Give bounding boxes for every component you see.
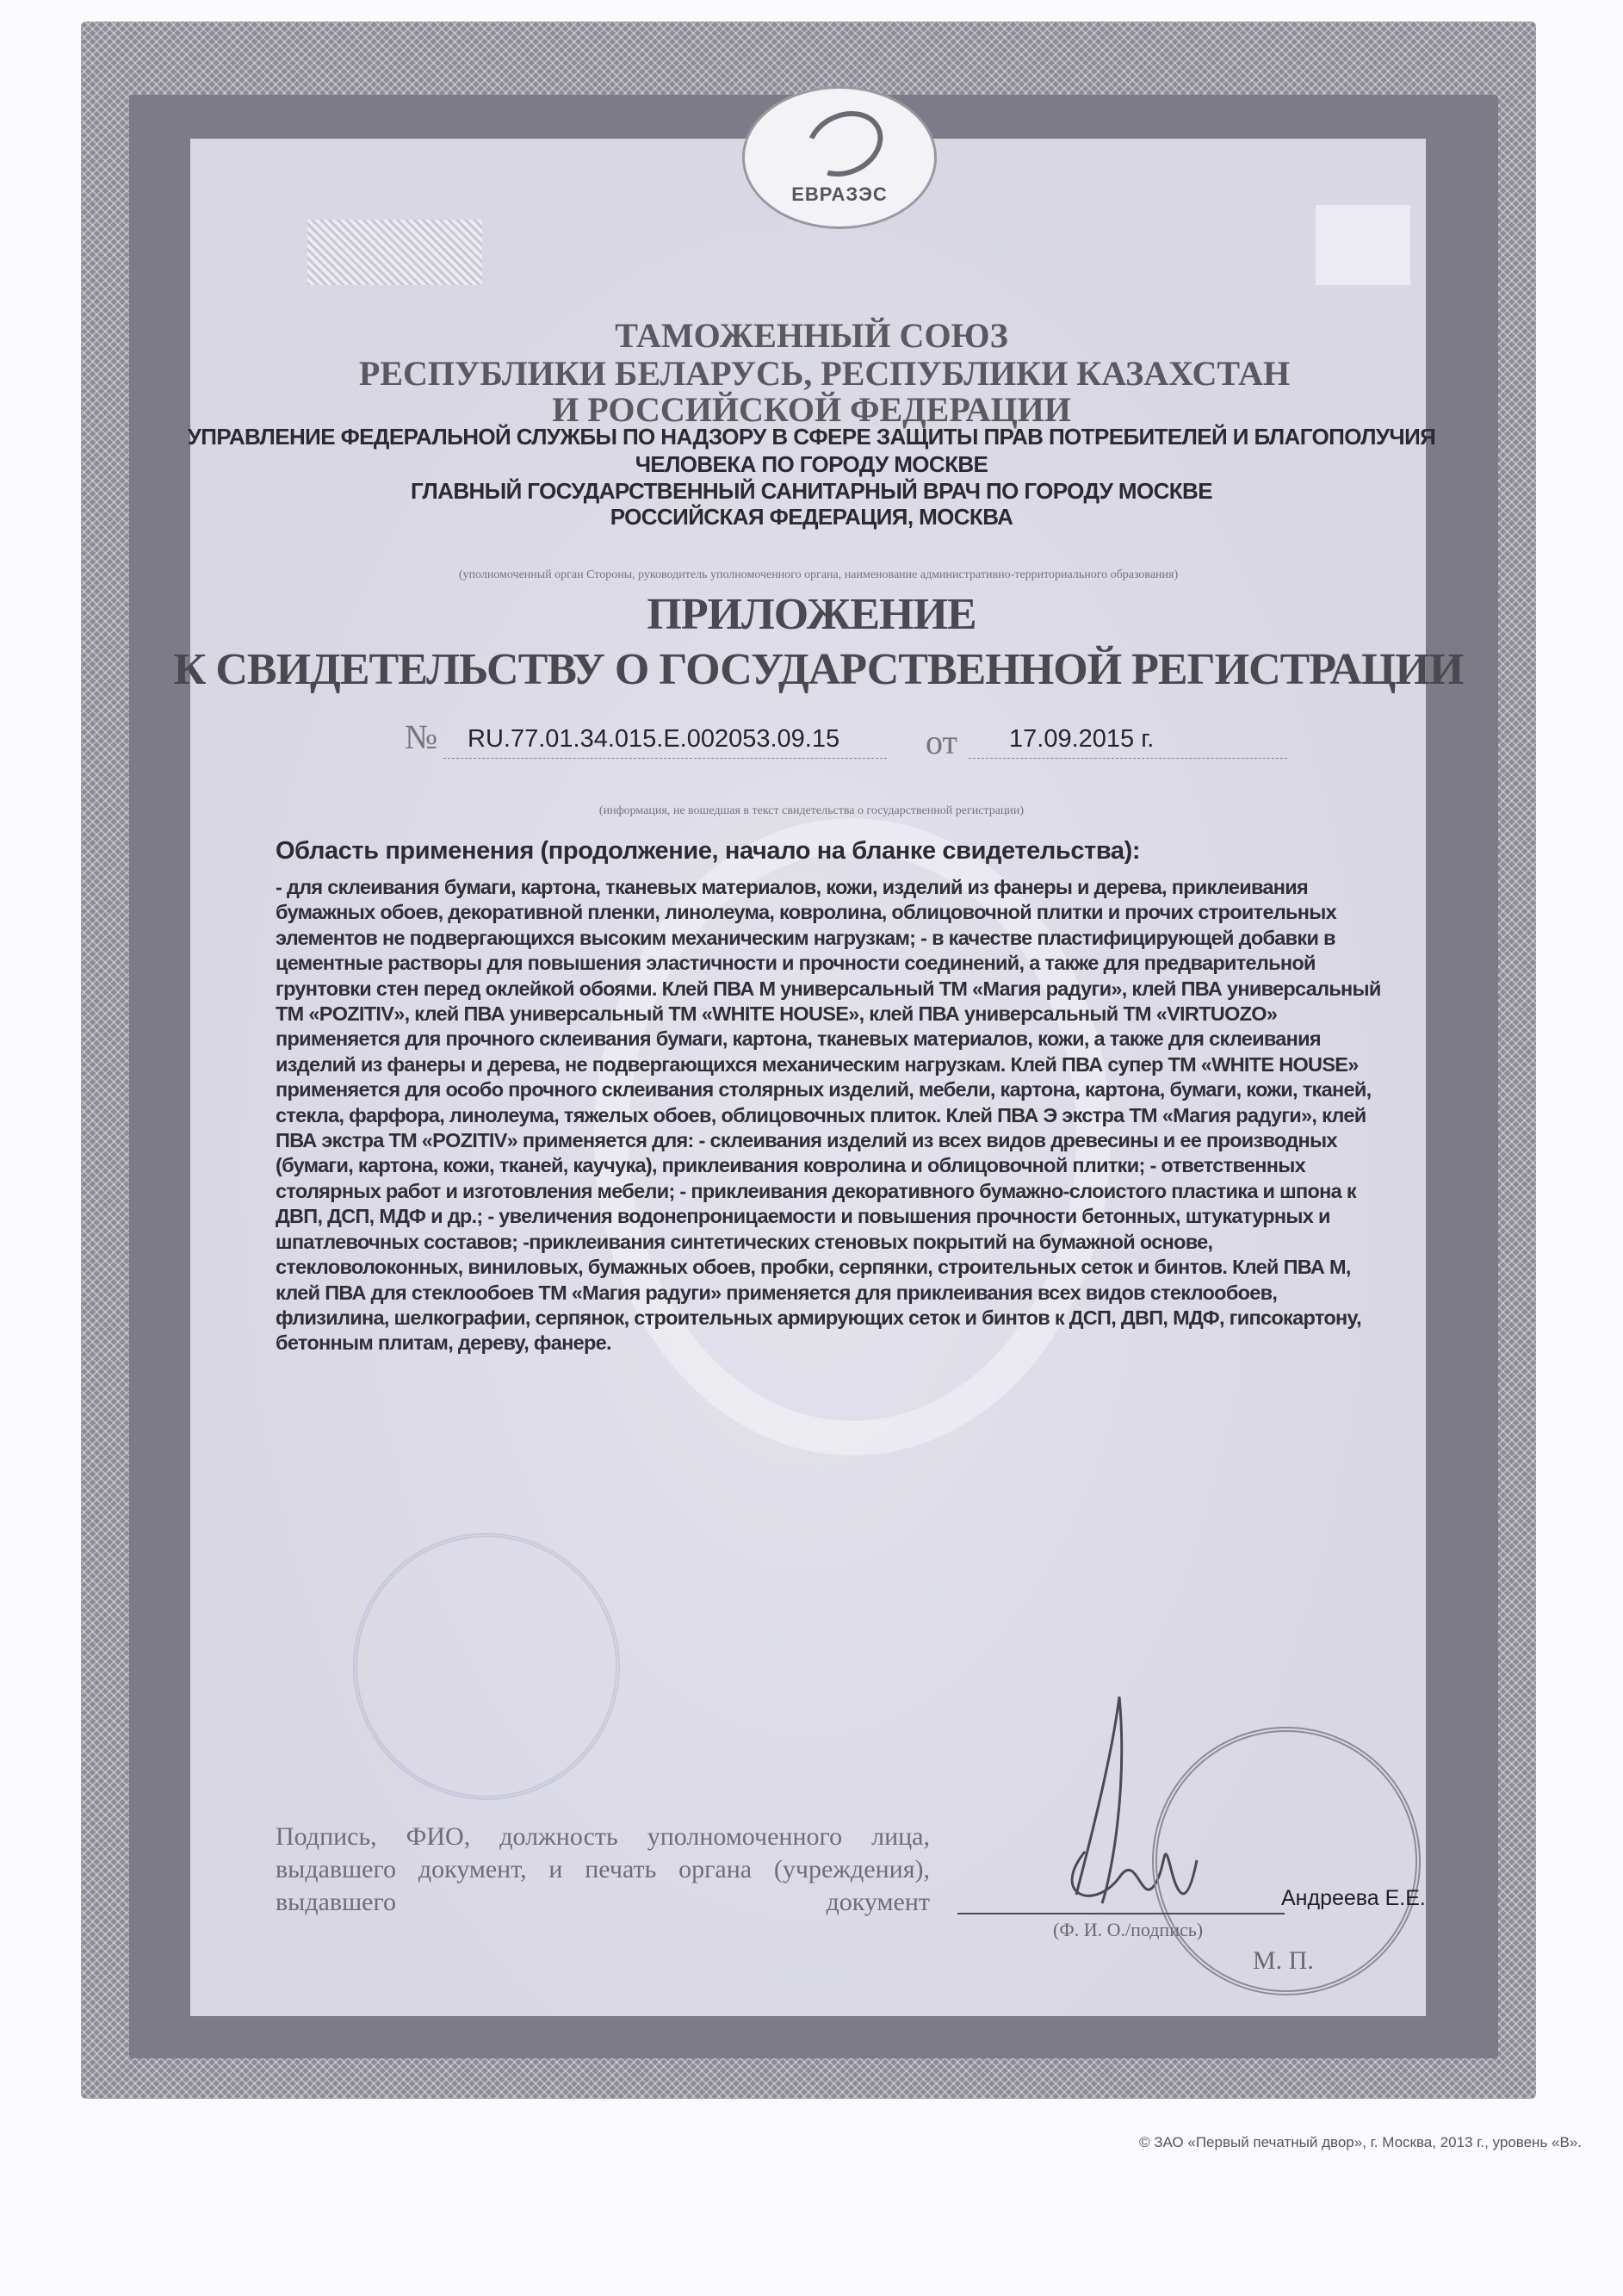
scope-line: стекловолоконных, виниловых, бумажных обоев, пробки, серпянки, строительных сеток и бинтов. Клей ПВА М, bbox=[276, 1256, 1351, 1279]
scope-line: ПВА экстра ТМ «POZITIV» применяется для: - склеивания изделий из всех видов древесины и ее производных bbox=[276, 1129, 1337, 1152]
authority-line-3: ГЛАВНЫЙ ГОСУДАРСТВЕННЫЙ САНИТАРНЫЙ ВРАЧ ПО ГОРОДУ МОСКВЕ bbox=[411, 478, 1212, 504]
document-title: ПРИЛОЖЕНИЕ bbox=[647, 590, 976, 639]
authority-line-1: УПРАВЛЕНИЕ ФЕДЕРАЛЬНОЙ СЛУЖБЫ ПО НАДЗОРУ В СФЕРЕ ЗАЩИТЫ ПРАВ ПОТРЕБИТЕЛЕЙ И БЛАГОПОЛУЧИЯ bbox=[187, 424, 1436, 450]
registration-caption: (информация, не вошедшая в текст свидетельства о государственной регистрации) bbox=[598, 804, 1025, 817]
signer-name: Андреева Е.Е. bbox=[1281, 1886, 1426, 1910]
authority-caption: (уполномоченный орган Стороны, руководитель уполномоченного органа, наименование административно-территориального образования) bbox=[458, 568, 1179, 581]
scope-text bbox=[276, 875, 1395, 1356]
date-underline bbox=[969, 758, 1287, 759]
fio-caption: (Ф. И. О./подпись) bbox=[1053, 1919, 1204, 1940]
scope-line: бумажных обоев, декоративной пленки, линолеума, ковролина, облицовочной плитки и прочих строительных bbox=[276, 901, 1337, 924]
evrazes-logo bbox=[742, 86, 937, 229]
registration-row bbox=[0, 717, 1623, 760]
union-title-2: РЕСПУБЛИКИ БЕЛАРУСЬ, РЕСПУБЛИКИ КАЗАХСТАН bbox=[358, 354, 1291, 393]
decorative-pattern bbox=[307, 220, 482, 285]
scope-line: изделий из фанеры и дерева, не подвергающихся механическим нагрузкам. Клей ПВА супер ТМ «WHITE HOUSE» bbox=[276, 1052, 1359, 1076]
signature-caption: Подпись, ФИО, должность уполномоченного лица, выдавшего документ, и печать органа (учреждения), выдавшего документ bbox=[276, 1822, 930, 1916]
faint-stamp bbox=[353, 1533, 620, 1800]
union-title-3: И РОССИЙСКОЙ ФЕДЕРАЦИИ bbox=[552, 390, 1071, 429]
number-label: № bbox=[405, 717, 438, 756]
scope-heading: Область применения (продолжение, начало на бланке свидетельства): bbox=[276, 837, 1141, 865]
registration-number: RU.77.01.34.015.E.002053.09.15 bbox=[468, 725, 840, 753]
scope-line: (бумаги, картона, кожи, тканей, каучука), приклеивания ковролина и облицовочной плитки; - ответственных bbox=[276, 1154, 1305, 1177]
scope-line: столярных работ и изготовления мебели; - приклеивания декоративного бумажно-слоистого пластика и шпона к bbox=[276, 1179, 1356, 1202]
logo-text: ЕВРАЗЭС bbox=[791, 183, 888, 205]
scope-line: ДВП, ДСП, МДФ и др.; - увеличения водонепроницаемости и повышения прочности бетонных, штукатурных и bbox=[276, 1205, 1330, 1228]
authority-line-2: ЧЕЛОВЕКА ПО ГОРОДУ МОСКВЕ bbox=[635, 451, 988, 477]
document-subtitle: К СВИДЕТЕЛЬСТВУ О ГОСУДАРСТВЕННОЙ РЕГИСТРАЦИИ bbox=[173, 645, 1464, 694]
number-underline bbox=[443, 758, 887, 759]
scope-line: цементные растворы для повышения эластичности и прочности соединений, а также для предварительной bbox=[276, 952, 1316, 975]
scope-line: ТМ «POZITIV», клей ПВА универсальный ТМ «WHITE HOUSE», клей ПВА универсальный ТМ «VIRTUOZO» bbox=[276, 1002, 1278, 1026]
signature-line bbox=[957, 1913, 1285, 1914]
emblem-icon bbox=[796, 99, 894, 189]
scope-line: стекла, фарфора, линолеума, тяжелых обоев, облицовочных плиток. Клей ПВА Э экстра ТМ «Магия радуги», клей bbox=[276, 1103, 1366, 1126]
scope-line: бетонным плитам, дереву, фанере. bbox=[276, 1331, 611, 1355]
scope-line: флизилина, шелкографии, серпянок, строительных армирующих сеток и бинтов к ДСП, ДВП, МДФ, гипсокартону, bbox=[276, 1306, 1361, 1329]
scope-line: шпатлевочных составов; -приклеивания синтетических стеновых покрытий на бумажной основе, bbox=[276, 1230, 1213, 1253]
scope-line: применяется для особо прочного склеивания столярных изделий, мебели, картона, картона, бумаги, кожи, тканей, bbox=[276, 1078, 1372, 1101]
scope-line: грунтовки стен перед оклейкой обоями. Клей ПВА М универсальный ТМ «Магия радуги», клей ПВА универсальный bbox=[276, 977, 1381, 1000]
authority-line-4: РОССИЙСКАЯ ФЕДЕРАЦИЯ, МОСКВА bbox=[610, 504, 1013, 530]
scope-line: элементов не подвергающихся высоким механическим нагрузкам; - в качестве пластифицирующей добавки в bbox=[276, 926, 1335, 949]
scope-line: - для склеивания бумаги, картона, тканевых материалов, кожи, изделий из фанеры и дерева, приклеивания bbox=[276, 876, 1309, 898]
union-title-1: ТАМОЖЕННЫЙ СОЮЗ bbox=[615, 316, 1008, 355]
decorative-block bbox=[1316, 205, 1410, 285]
printer-copyright: © ЗАО «Первый печатный двор», г. Москва, 2013 г., уровень «В». bbox=[1138, 2134, 1582, 2150]
scope-line: клей ПВА для стеклообоев ТМ «Магия радуги» применяется для приклеивания всех видов стеклообоев, bbox=[276, 1281, 1278, 1304]
seal-label: М. П. bbox=[1253, 1946, 1314, 1975]
date-label: от bbox=[926, 723, 957, 761]
registration-date: 17.09.2015 г. bbox=[1009, 725, 1155, 753]
scope-line: применяется для прочного склеивания бумаги, картона, тканевых материалов, кожи, а также для склеивания bbox=[276, 1027, 1321, 1051]
